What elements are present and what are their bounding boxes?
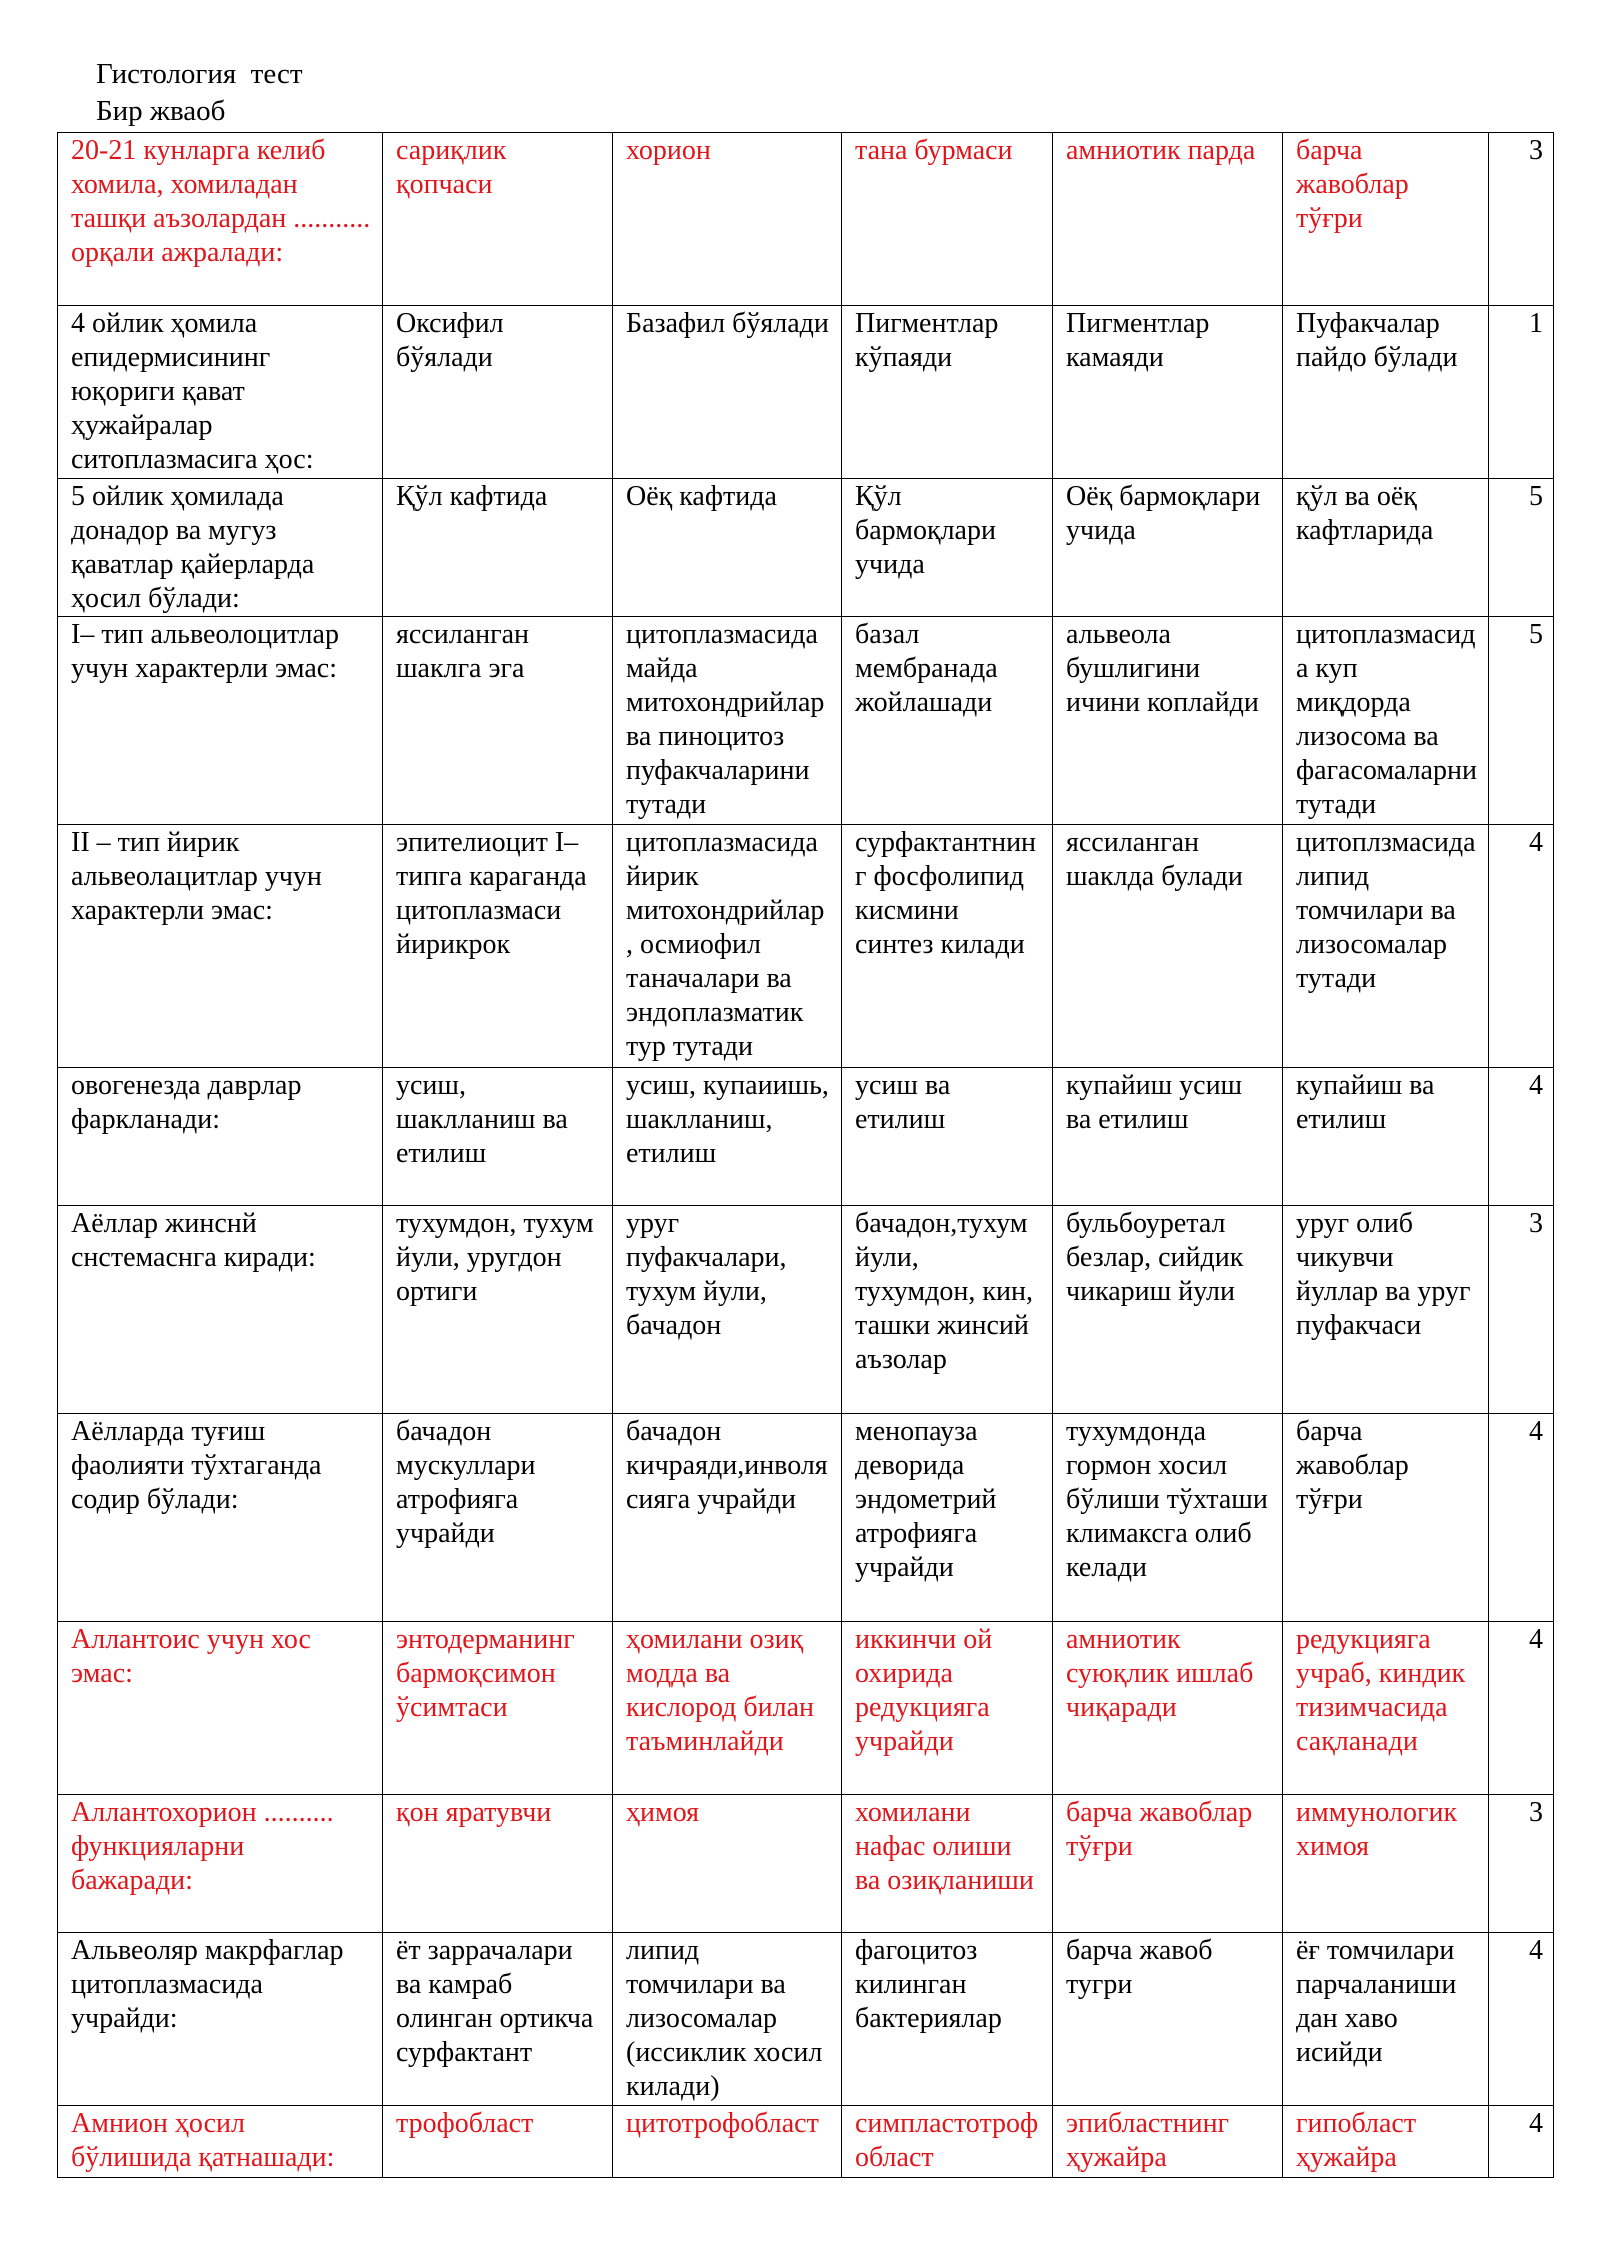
answer-e-cell: қўл ва оёқ кафтларида	[1283, 479, 1489, 617]
correct-answer-number: 4	[1489, 1622, 1554, 1795]
answer-a-cell: тухумдон, тухум йули, уругдон ортиги	[383, 1206, 613, 1414]
answer-e-cell: гипобласт ҳужайра	[1283, 2106, 1489, 2178]
correct-answer-number: 5	[1489, 617, 1554, 825]
answer-b-cell: уруг пуфакчалари, тухум йули, бачадон	[613, 1206, 842, 1414]
table-row	[58, 133, 1554, 306]
answer-e-cell: цитоплазмасида куп миқдорда лизосома ва фагасомаларни тутади	[1283, 617, 1489, 825]
answer-c-cell: симпластотрофобласт	[842, 2106, 1053, 2178]
answer-b-cell: бачадон кичраяди,инволясияга учрайди	[613, 1414, 842, 1622]
answer-a-cell: ёт заррачалари ва камраб олинган ортикча сурфактант	[383, 1933, 613, 2106]
question-cell: Аёлларда туғиш фаолияти тўхтаганда содир бўлади:	[58, 1414, 383, 1622]
answer-e-cell: барча жавоблар тўғри	[1283, 133, 1489, 306]
correct-answer-number: 4	[1489, 1414, 1554, 1622]
answer-b-cell: Оёқ кафтида	[613, 479, 842, 617]
table-row	[58, 1933, 1554, 2106]
answer-d-cell: купайиш усиш ва етилиш	[1053, 1068, 1283, 1206]
table-row	[58, 1414, 1554, 1622]
answer-b-cell: Базафил бўялади	[613, 306, 842, 479]
answer-a-cell: эпителиоцит I– типга караганда цитоплазмаси йирикрок	[383, 825, 613, 1068]
answer-b-cell: липид томчилари ва лизосомалар (иссиклик хосил килади)	[613, 1933, 842, 2106]
answer-b-cell: ҳомилани озиқ модда ва кислород билан таъминлайди	[613, 1622, 842, 1795]
answer-a-cell: бачадон мускуллари атрофияга учрайди	[383, 1414, 613, 1622]
question-cell: Альвеоляр макрфаглар цитоплазмасида учрайди:	[58, 1933, 383, 2106]
document-header	[96, 56, 303, 130]
answer-b-cell: усиш, купаиишь, шаклланиш, етилиш	[613, 1068, 842, 1206]
document-title: Гистология тест	[96, 58, 303, 90]
answer-d-cell: бульбоуретал безлар, сийдик чикариш йули	[1053, 1206, 1283, 1414]
answer-d-cell: тухумдонда гормон хосил бўлиши тўхташи климаксга олиб келади	[1053, 1414, 1283, 1622]
correct-answer-number: 1	[1489, 306, 1554, 479]
answer-b-cell: цитоплазмасида йирик митохондрийлар, осмиофил таначалари ва эндоплазматик тур тутади	[613, 825, 842, 1068]
answer-d-cell: альвеола бушлигини ичини коплайди	[1053, 617, 1283, 825]
answer-c-cell: менопауза деворида эндометрий атрофияга учрайди	[842, 1414, 1053, 1622]
correct-answer-number: 5	[1489, 479, 1554, 617]
answer-e-cell: ёғ томчилари парчаланиши дан хаво исийди	[1283, 1933, 1489, 2106]
answer-c-cell: бачадон,тухум йули, тухумдон, кин, ташки жинсий аъзолар	[842, 1206, 1053, 1414]
answer-a-cell: усиш, шаклланиш ва етилиш	[383, 1068, 613, 1206]
question-cell: Аёллар жинснй снстемаснга киради:	[58, 1206, 383, 1414]
answer-c-cell: иккинчи ой охирида редукцияга учрайди	[842, 1622, 1053, 1795]
document-subtitle: Бир жваоб	[96, 95, 226, 127]
answer-c-cell: фагоцитоз килинган бактериялар	[842, 1933, 1053, 2106]
question-cell: II – тип йирик альвеолацитлар учун характерли эмас:	[58, 825, 383, 1068]
question-cell: Амнион ҳосил бўлишида қатнашади:	[58, 2106, 383, 2178]
answer-a-cell: Қўл кафтида	[383, 479, 613, 617]
answer-c-cell: Пигментлар кўпаяди	[842, 306, 1053, 479]
answer-b-cell: ҳимоя	[613, 1795, 842, 1933]
table-row	[58, 1795, 1554, 1933]
answer-d-cell: барча жавоблар тўғри	[1053, 1795, 1283, 1933]
answer-c-cell: усиш ва етилиш	[842, 1068, 1053, 1206]
question-cell: Аллантохорион .......... функцияларни бажаради:	[58, 1795, 383, 1933]
test-table-body	[58, 133, 1554, 2178]
table-row	[58, 825, 1554, 1068]
answer-d-cell: эпибластнинг ҳужайра	[1053, 2106, 1283, 2178]
correct-answer-number: 4	[1489, 825, 1554, 1068]
answer-c-cell: базал мембранада жойлашади	[842, 617, 1053, 825]
question-cell: 20-21 кунларга келиб хомила, хомиладан ташқи аъзолардан ........... орқали ажралади:	[58, 133, 383, 306]
question-cell: 4 ойлик ҳомила епидермисининг юқориги қават ҳужайралар ситоплазмасига ҳос:	[58, 306, 383, 479]
table-row	[58, 1206, 1554, 1414]
table-row	[58, 1622, 1554, 1795]
answer-d-cell: яссиланган шаклда булади	[1053, 825, 1283, 1068]
answer-c-cell: хомилани нафас олиши ва озиқланиши	[842, 1795, 1053, 1933]
answer-a-cell: энтодерманинг бармоқсимон ўсимтаси	[383, 1622, 613, 1795]
correct-answer-number: 4	[1489, 2106, 1554, 2178]
table-row	[58, 2106, 1554, 2178]
correct-answer-number: 3	[1489, 133, 1554, 306]
question-cell: I– тип альвеолоцитлар учун характерли эмас:	[58, 617, 383, 825]
answer-d-cell: Пигментлар камаяди	[1053, 306, 1283, 479]
answer-e-cell: иммунологик химоя	[1283, 1795, 1489, 1933]
answer-d-cell: амниотик парда	[1053, 133, 1283, 306]
test-table	[57, 132, 1554, 2178]
answer-e-cell: цитоплзмасида липид томчилари ва лизосомалар тутади	[1283, 825, 1489, 1068]
answer-a-cell: сариқлик қопчаси	[383, 133, 613, 306]
correct-answer-number: 4	[1489, 1933, 1554, 2106]
answer-e-cell: барча жавоблар тўғри	[1283, 1414, 1489, 1622]
answer-d-cell: барча жавоб тугри	[1053, 1933, 1283, 2106]
answer-e-cell: купайиш ва етилиш	[1283, 1068, 1489, 1206]
correct-answer-number: 3	[1489, 1206, 1554, 1414]
answer-d-cell: Оёқ бармоқлари учида	[1053, 479, 1283, 617]
question-cell: Аллантоис учун хос эмас:	[58, 1622, 383, 1795]
answer-b-cell: цитоплазмасида майда митохондрийлар ва пиноцитоз пуфакчаларини тутади	[613, 617, 842, 825]
correct-answer-number: 3	[1489, 1795, 1554, 1933]
answer-b-cell: цитотрофобласт	[613, 2106, 842, 2178]
answer-d-cell: амниотик суюқлик ишлаб чиқаради	[1053, 1622, 1283, 1795]
answer-a-cell: Оксифил бўялади	[383, 306, 613, 479]
table-row	[58, 306, 1554, 479]
question-cell: 5 ойлик ҳомилада донадор ва мугуз қаватлар қайерларда ҳосил бўлади:	[58, 479, 383, 617]
table-row	[58, 479, 1554, 617]
question-cell: овогенезда даврлар фаркланади:	[58, 1068, 383, 1206]
correct-answer-number: 4	[1489, 1068, 1554, 1206]
answer-e-cell: Пуфакчалар пайдо бўлади	[1283, 306, 1489, 479]
answer-c-cell: тана бурмаси	[842, 133, 1053, 306]
answer-a-cell: қон яратувчи	[383, 1795, 613, 1933]
answer-b-cell: хорион	[613, 133, 842, 306]
answer-c-cell: Қўл бармоқлари учида	[842, 479, 1053, 617]
table-row	[58, 1068, 1554, 1206]
answer-c-cell: сурфактантнинг фосфолипид кисмини синтез килади	[842, 825, 1053, 1068]
answer-e-cell: редукцияга учраб, киндик тизимчасида сақланади	[1283, 1622, 1489, 1795]
table-row	[58, 617, 1554, 825]
answer-e-cell: уруг олиб чикувчи йуллар ва уруг пуфакчаси	[1283, 1206, 1489, 1414]
answer-a-cell: трофобласт	[383, 2106, 613, 2178]
answer-a-cell: яссиланган шаклга эга	[383, 617, 613, 825]
